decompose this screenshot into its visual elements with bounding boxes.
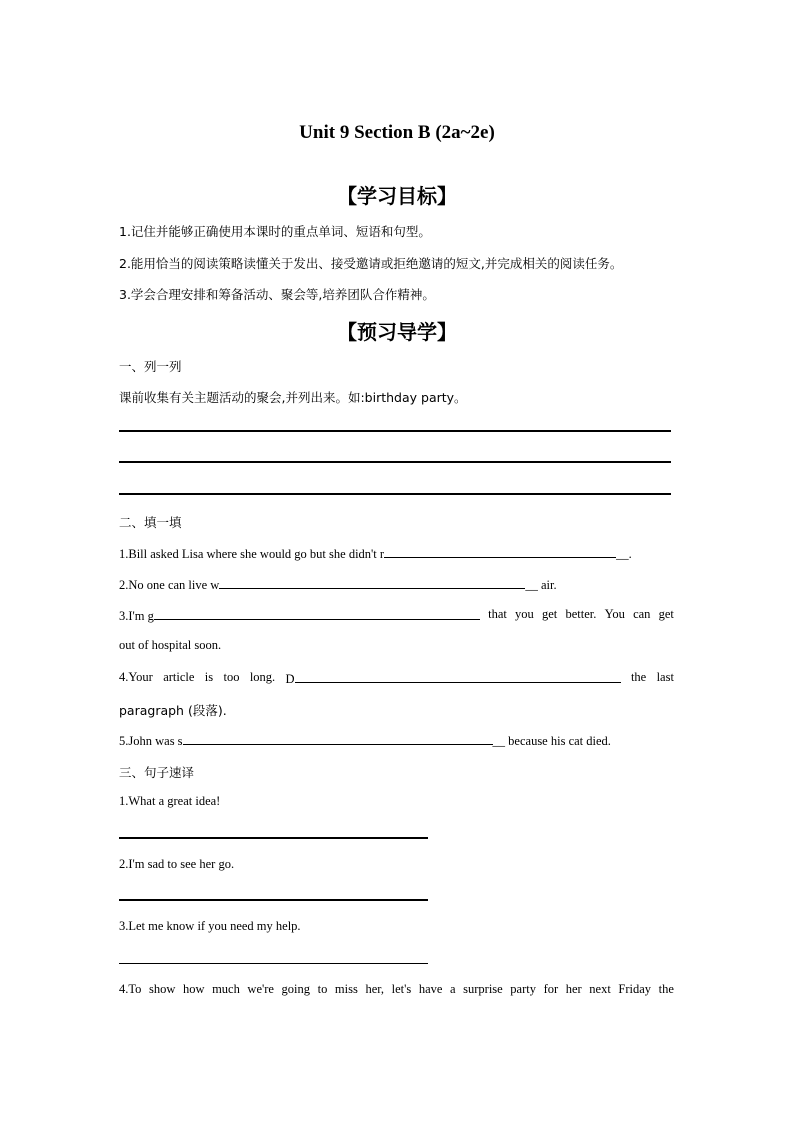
s4-word: Friday	[618, 982, 652, 996]
q5-tail: __ because his cat died.	[492, 734, 611, 748]
q4-blank[interactable]	[295, 670, 621, 683]
goals-heading: 【学习目标】	[337, 184, 457, 208]
s4-word: 4.To	[119, 982, 142, 996]
part3-title: 三、句子速译	[119, 765, 195, 780]
s4-word: for	[543, 982, 559, 996]
q5-text: 5.John was s	[119, 734, 183, 748]
q3-text: 3.I'm g	[119, 609, 154, 623]
q1-text: 1.Bill asked Lisa where she would go but she didn't r	[119, 547, 385, 561]
q3-word: get	[658, 607, 674, 621]
s4-word: her,	[365, 982, 385, 996]
q1-tail: __.	[616, 547, 632, 561]
q3-word: get	[542, 607, 558, 621]
q4-word: D	[285, 672, 295, 686]
q3-continuation: out of hospital soon.	[119, 638, 222, 652]
q4-tail-word: last	[656, 670, 674, 684]
q4-word: article	[163, 670, 195, 684]
fill-question-5	[119, 732, 611, 749]
s4-word: let's	[391, 982, 412, 996]
q3-word: can	[633, 607, 651, 621]
answer-line-1[interactable]	[119, 430, 671, 432]
s4-word: much	[212, 982, 240, 996]
translate-sentence-3: 3.Let me know if you need my help.	[119, 919, 301, 933]
s4-word: show	[148, 982, 176, 996]
part1-instruction: 课前收集有关主题活动的聚会,并列出来。如:birthday party。	[119, 390, 467, 405]
q5-blank[interactable]	[183, 732, 493, 745]
s4-word: we're	[247, 982, 274, 996]
s4-word: to	[317, 982, 328, 996]
answer-line-2[interactable]	[119, 461, 671, 463]
preview-heading: 【预习导学】	[337, 320, 457, 344]
q4-word: long.	[249, 670, 276, 684]
q3-blank[interactable]	[154, 607, 480, 620]
q4-word: too	[223, 670, 240, 684]
q3-word: better.	[565, 607, 597, 621]
q2-tail: __ air.	[525, 578, 557, 592]
translate-sentence-4	[119, 982, 674, 997]
q3-word: that	[488, 607, 507, 621]
q3-word: You	[604, 607, 625, 621]
s4-word: miss	[334, 982, 358, 996]
q4-continuation: paragraph (段落).	[119, 703, 227, 718]
s4-word: going	[281, 982, 311, 996]
q4-word: 4.Your	[119, 670, 153, 684]
q3-word: you	[515, 607, 534, 621]
s4-word: how	[182, 982, 205, 996]
s4-word: the	[658, 982, 674, 996]
s4-word: a	[450, 982, 456, 996]
translate-answer-line-2[interactable]	[119, 899, 428, 901]
fill-question-4	[119, 670, 674, 687]
s4-word: surprise	[463, 982, 503, 996]
q4-word: is	[204, 670, 214, 684]
translate-sentence-2: 2.I'm sad to see her go.	[119, 857, 235, 871]
fill-question-3	[119, 607, 674, 624]
goal-item-3: 3.学会合理安排和筹备活动、聚会等,培养团队合作精神。	[119, 287, 435, 302]
s4-word: have	[418, 982, 443, 996]
fill-question-2	[119, 576, 557, 593]
q1-blank[interactable]	[384, 545, 616, 558]
page-title: Unit 9 Section B (2a~2e)	[299, 122, 495, 143]
fill-question-1	[119, 545, 632, 562]
q2-blank[interactable]	[219, 576, 525, 589]
s4-word: her	[565, 982, 582, 996]
q2-text: 2.No one can live w	[119, 578, 220, 592]
goal-item-1: 1.记住并能够正确使用本课时的重点单词、短语和句型。	[119, 224, 431, 239]
q4-tail-word: the	[630, 670, 647, 684]
translate-answer-line-1[interactable]	[119, 837, 428, 839]
translate-sentence-1: 1.What a great idea!	[119, 794, 221, 808]
part1-title: 一、列一列	[119, 359, 182, 374]
goal-item-2: 2.能用恰当的阅读策略读懂关于发出、接受邀请或拒绝邀请的短文,并完成相关的阅读任务。	[119, 256, 623, 271]
translate-answer-line-3[interactable]	[119, 963, 428, 964]
answer-line-3[interactable]	[119, 493, 671, 495]
s4-word: next	[589, 982, 611, 996]
part2-title: 二、填一填	[119, 515, 182, 530]
s4-word: party	[510, 982, 536, 996]
